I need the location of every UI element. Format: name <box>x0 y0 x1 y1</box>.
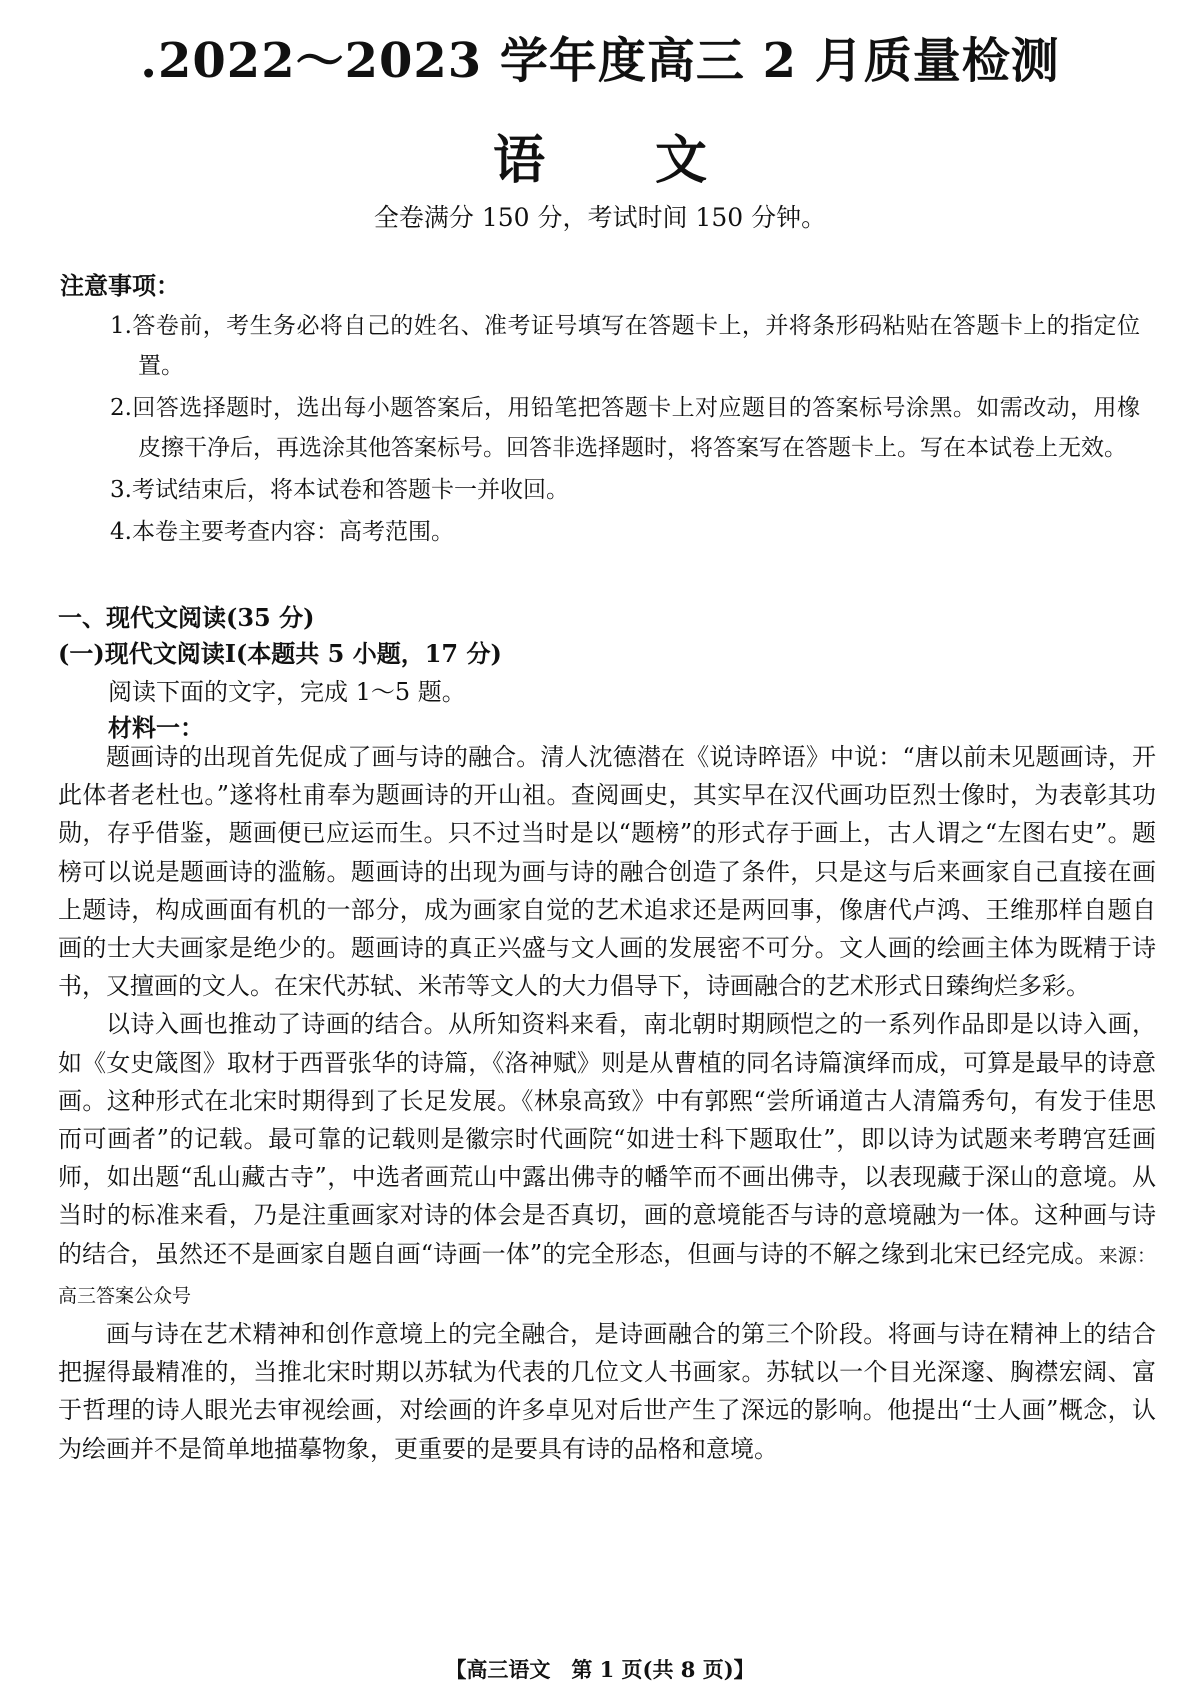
notice-item: 4.本卷主要考查内容：高考范围。 <box>110 519 454 545</box>
notice-heading: 注意事项： <box>60 271 180 300</box>
notice-item: 2.回答选择题时，选出每小题答案后，用铅笔把答题卡上对应题目的答案标号涂黑。如需改动，用橡皮擦干净后，再选涂其他答案标号。回答非选择题时，将答案写在答题卡上。写在本试卷上无效。 <box>110 395 1140 461</box>
source-note: 来源：高三答案公众号 <box>58 1244 1156 1307</box>
notice-list <box>110 306 1140 554</box>
page-footer: 【高三语文 第 1 页(共 8 页)】 <box>445 1657 755 1682</box>
passage-text: 以诗入画也推动了诗画的结合。从所知资料来看，南北朝时期顾恺之的一系列作品即是以诗入画，如《女史箴图》取材于西晋张华的诗篇，《洛神赋》则是从曹植的同名诗篇演绎而成，可算是最早的诗意画。这种形式在北宋时期得到了长足发展。《林泉高致》中有郭熙“尝所诵道古人清篇秀句，有发于佳思而可画者”的记载。最可靠的记载则是徽宗时代画院“如进士科下题取仕”，即以诗为试题来考聘宫廷画师，如出题“乱山藏古寺”，中选者画荒山中露出佛寺的幡竿而不画出佛寺，以表现藏于深山的意境。从当时的标准来看，乃是注重画家对诗的体会是否真切，画的意境能否与诗的意境融为一体。这种画与诗的结合，虽然还不是画家自题自画“诗画一体”的完全形态，但画与诗的不解之缘到北宋已经完成。 <box>58 1010 1156 1268</box>
notice-item: 1.答卷前，考生务必将自己的姓名、准考证号填写在答题卡上，并将条形码粘贴在答题卡上的指定位置。 <box>110 313 1140 379</box>
notice-item: 3.考试结束后，将本试卷和答题卡一并收回。 <box>110 477 569 503</box>
exam-title: .2022～2023 学年度高三 2 月质量检测 <box>140 33 1060 89</box>
passage-paragraph: 画与诗在艺术精神和创作意境上的完全融合，是诗画融合的第三个阶段。将画与诗在精神上的结合把握得最精准的，当推北宋时期以苏轼为代表的几位文人书画家。苏轼以一个目光深邃、胸襟宏阔、富于哲理的诗人眼光去审视绘画，对绘画的许多卓见对后世产生了深远的影响。他提出“士人画”概念，认为绘画并不是简单地描摹物象，更重要的是要具有诗的品格和意境。 <box>58 1320 1156 1463</box>
passage-paragraph <box>58 1005 1156 1315</box>
reading-instruction: 阅读下面的文字，完成 1～5 题。 <box>108 678 466 706</box>
subject-title: 语文 <box>492 130 817 191</box>
passage-paragraph: 题画诗的出现首先促成了画与诗的融合。清人沈德潜在《说诗晬语》中说：“唐以前未见题画诗，开此体者老杜也。”遂将杜甫奉为题画诗的开山祖。查阅画史，其实早在汉代画功臣烈士像时，为表彰其功勋，存乎借鉴，题画便已应运而生。只不过当时是以“题榜”的形式存于画上，古人谓之“左图右史”。题榜可以说是题画诗的滥觞。题画诗的出现为画与诗的融合创造了条件，只是这与后来画家自己直接在画上题诗，构成画面有机的一部分，成为画家自觉的艺术追求还是两回事，像唐代卢鸿、王维那样自题自画的士大夫画家是绝少的。题画诗的真正兴盛与文人画的发展密不可分。文人画的绘画主体为既精于诗书，又擅画的文人。在宋代苏轼、米芾等文人的大力倡导下，诗画融合的艺术形式日臻绚烂多彩。 <box>58 743 1156 1001</box>
score-note: 全卷满分 150 分，考试时间 150 分钟。 <box>373 203 827 232</box>
passage <box>58 738 1156 1468</box>
section-heading: 一、现代文阅读(35 分) <box>58 603 315 632</box>
material-label: 材料一： <box>108 713 204 742</box>
subsection-heading: (一)现代文阅读Ⅰ(本题共 5 小题，17 分) <box>58 639 502 668</box>
